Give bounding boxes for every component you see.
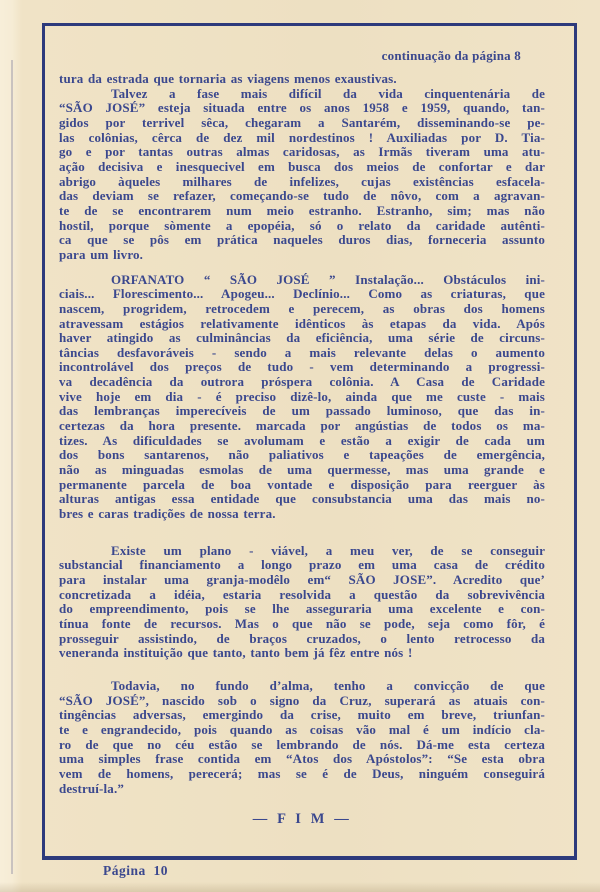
text-line: incontrolável dos preços de tudo - vem determinando a progressi- xyxy=(59,359,545,375)
text-line: abrigo àqueles milhares de infelizes, cujas existências esfacela- xyxy=(59,173,545,189)
text-line: ro de que no céu estão se lembrando de nós. Dá-me esta certeza xyxy=(59,736,545,752)
text-line: va decadência da outrora próspera colônia. A Casa de Caridade xyxy=(59,374,545,390)
text-line: das deviam se refazer, começando-se tudo de nôvo, com a agravan- xyxy=(59,188,545,204)
page-edge-shadow xyxy=(11,60,13,874)
end-marker: — F I M — xyxy=(252,811,352,828)
text-line: tâncias desfavoráveis - sendo a mais relevante delas o aumento xyxy=(59,344,545,360)
text-line: “SÃO JOSÉ” esteja situada entre os anos 1958 e 1959, quando, tan- xyxy=(59,100,545,116)
text-line: destruí-la.” xyxy=(59,780,124,796)
text-line: haver atingido as culminâncias da eficiência, uma série de circuns- xyxy=(59,330,545,346)
text-line: vem de homens, perecerá; mas se é de Deus, ninguém conseguirá xyxy=(59,765,545,781)
paragraph-orfanato-sao-jose xyxy=(59,273,545,522)
text-line: ação decisiva e inesquecivel em busca dos meios de confortar e dar xyxy=(59,158,545,174)
text-line: das lembranças imperecíveis de um passado luminoso, que das in- xyxy=(59,403,545,419)
text-line: bres e caras tradições de nossa terra. xyxy=(59,506,276,522)
text-line: prosseguir assistindo, de braços cruzados, o lento retrocesso da xyxy=(59,630,545,646)
text-line: tínua fonte de recursos. Mas o que não se pode, seja como fôr, é xyxy=(59,615,545,631)
text-line: para um livro. xyxy=(59,246,144,262)
text-line: permanente parcela de boa vontade e disposição para reerguer às xyxy=(59,476,545,492)
text-line: certezas da hora presente. marcada por angústias de todos os ma- xyxy=(59,418,545,434)
text-line: substancial financiamento a longo prazo em uma casa de crédito xyxy=(59,557,545,573)
text-line: Todavia, no fundo d’alma, tenho a convicção de que xyxy=(111,677,545,693)
text-line: atravessam estágios relativamente idênticos às etapas da vida. Após xyxy=(59,315,545,331)
text-line: hostil, porque sòmente a epopéia, só o relato da caridade autênti- xyxy=(59,217,545,233)
page-content-area xyxy=(45,26,574,828)
text-line: tura da estrada que tornaria as viagens menos exaustivas. xyxy=(59,71,397,86)
text-line: te e engrandecido, pois quando as coisas vão mal é um indício cla- xyxy=(59,721,545,737)
text-line: tizes. As dificuldades se avolumam e estão a exigir de cada um xyxy=(59,432,545,448)
text-line: vive hoje em dia - é preciso dizê-lo, ainda que me custe - mais xyxy=(59,388,545,404)
text-line: para instalar uma granja-modêlo em“ SÃO JOSE”. Acredito que’ xyxy=(59,572,545,587)
text-line: las colônias, cêrca de dez mil nordestinos ! Auxiliadas por D. Tia- xyxy=(59,129,545,145)
paragraph-continuation-line xyxy=(59,72,545,87)
text-line: do empreendimento, pois se lhe asseguraria uma excelente e con- xyxy=(59,601,545,617)
text-line: não as minguadas esmolas de uma quermesse, mas uma grande e xyxy=(59,462,545,478)
text-line: uma simples frase contida em “Atos dos Apóstolos”: “Se esta obra xyxy=(59,751,545,767)
text-line: Existe um plano - viável, a meu ver, de se conseguir xyxy=(111,542,545,558)
text-line: ca que se pôs em prática naqueles duros dias, forneceria assunto xyxy=(59,232,545,248)
paragraph-existe-um-plano xyxy=(59,544,545,661)
text-line: “SÃO JOSÉ”, nascido sob o signo da Cruz, superará as atuais con- xyxy=(59,692,545,708)
continuation-note: continuação da página 8 xyxy=(381,48,521,63)
text-line: dos bons santarenos, não paliativos e tapeações de emergência, xyxy=(59,447,545,463)
text-line: concretizada a idéia, estaria resolvida a questão da sobrevivência xyxy=(59,586,545,602)
text-line: alturas antigas essa entidade que consubstancia uma das mais no- xyxy=(59,491,545,507)
text-line: veneranda instituição que tanto, tanto bem já fêz entre nós ! xyxy=(59,645,413,661)
text-line: gidos por terrivel sêca, chegaram a Santarém, disseminando-se pe- xyxy=(59,114,545,130)
text-line: go e por tantas outras almas caridosas, as Irmãs tiveram uma atu- xyxy=(59,144,545,160)
paragraph-talvez xyxy=(59,87,545,263)
article-body xyxy=(59,72,545,828)
page-number: Página 10 xyxy=(103,863,169,878)
text-line: ciais... Florescimento... Apogeu... Declínio... Como as criaturas, que xyxy=(59,286,545,302)
text-line: Talvez a fase mais difícil da vida cinquentenária de xyxy=(111,85,545,101)
text-line: ORFANATO “ SÃO JOSÉ ” Instalação... Obstáculos ini- xyxy=(111,271,545,287)
text-line: te de se encontrarem num meio estranho. Estranho, sim; mas não xyxy=(59,202,545,218)
paragraph-todavia xyxy=(59,679,545,796)
text-line: nascem, progridem, retrocedem e perecem, as obras dos homens xyxy=(59,300,545,316)
page-border-frame xyxy=(42,23,577,860)
text-line: tingências adversas, emergindo da crise, muito em breve, triunfan- xyxy=(59,707,545,723)
